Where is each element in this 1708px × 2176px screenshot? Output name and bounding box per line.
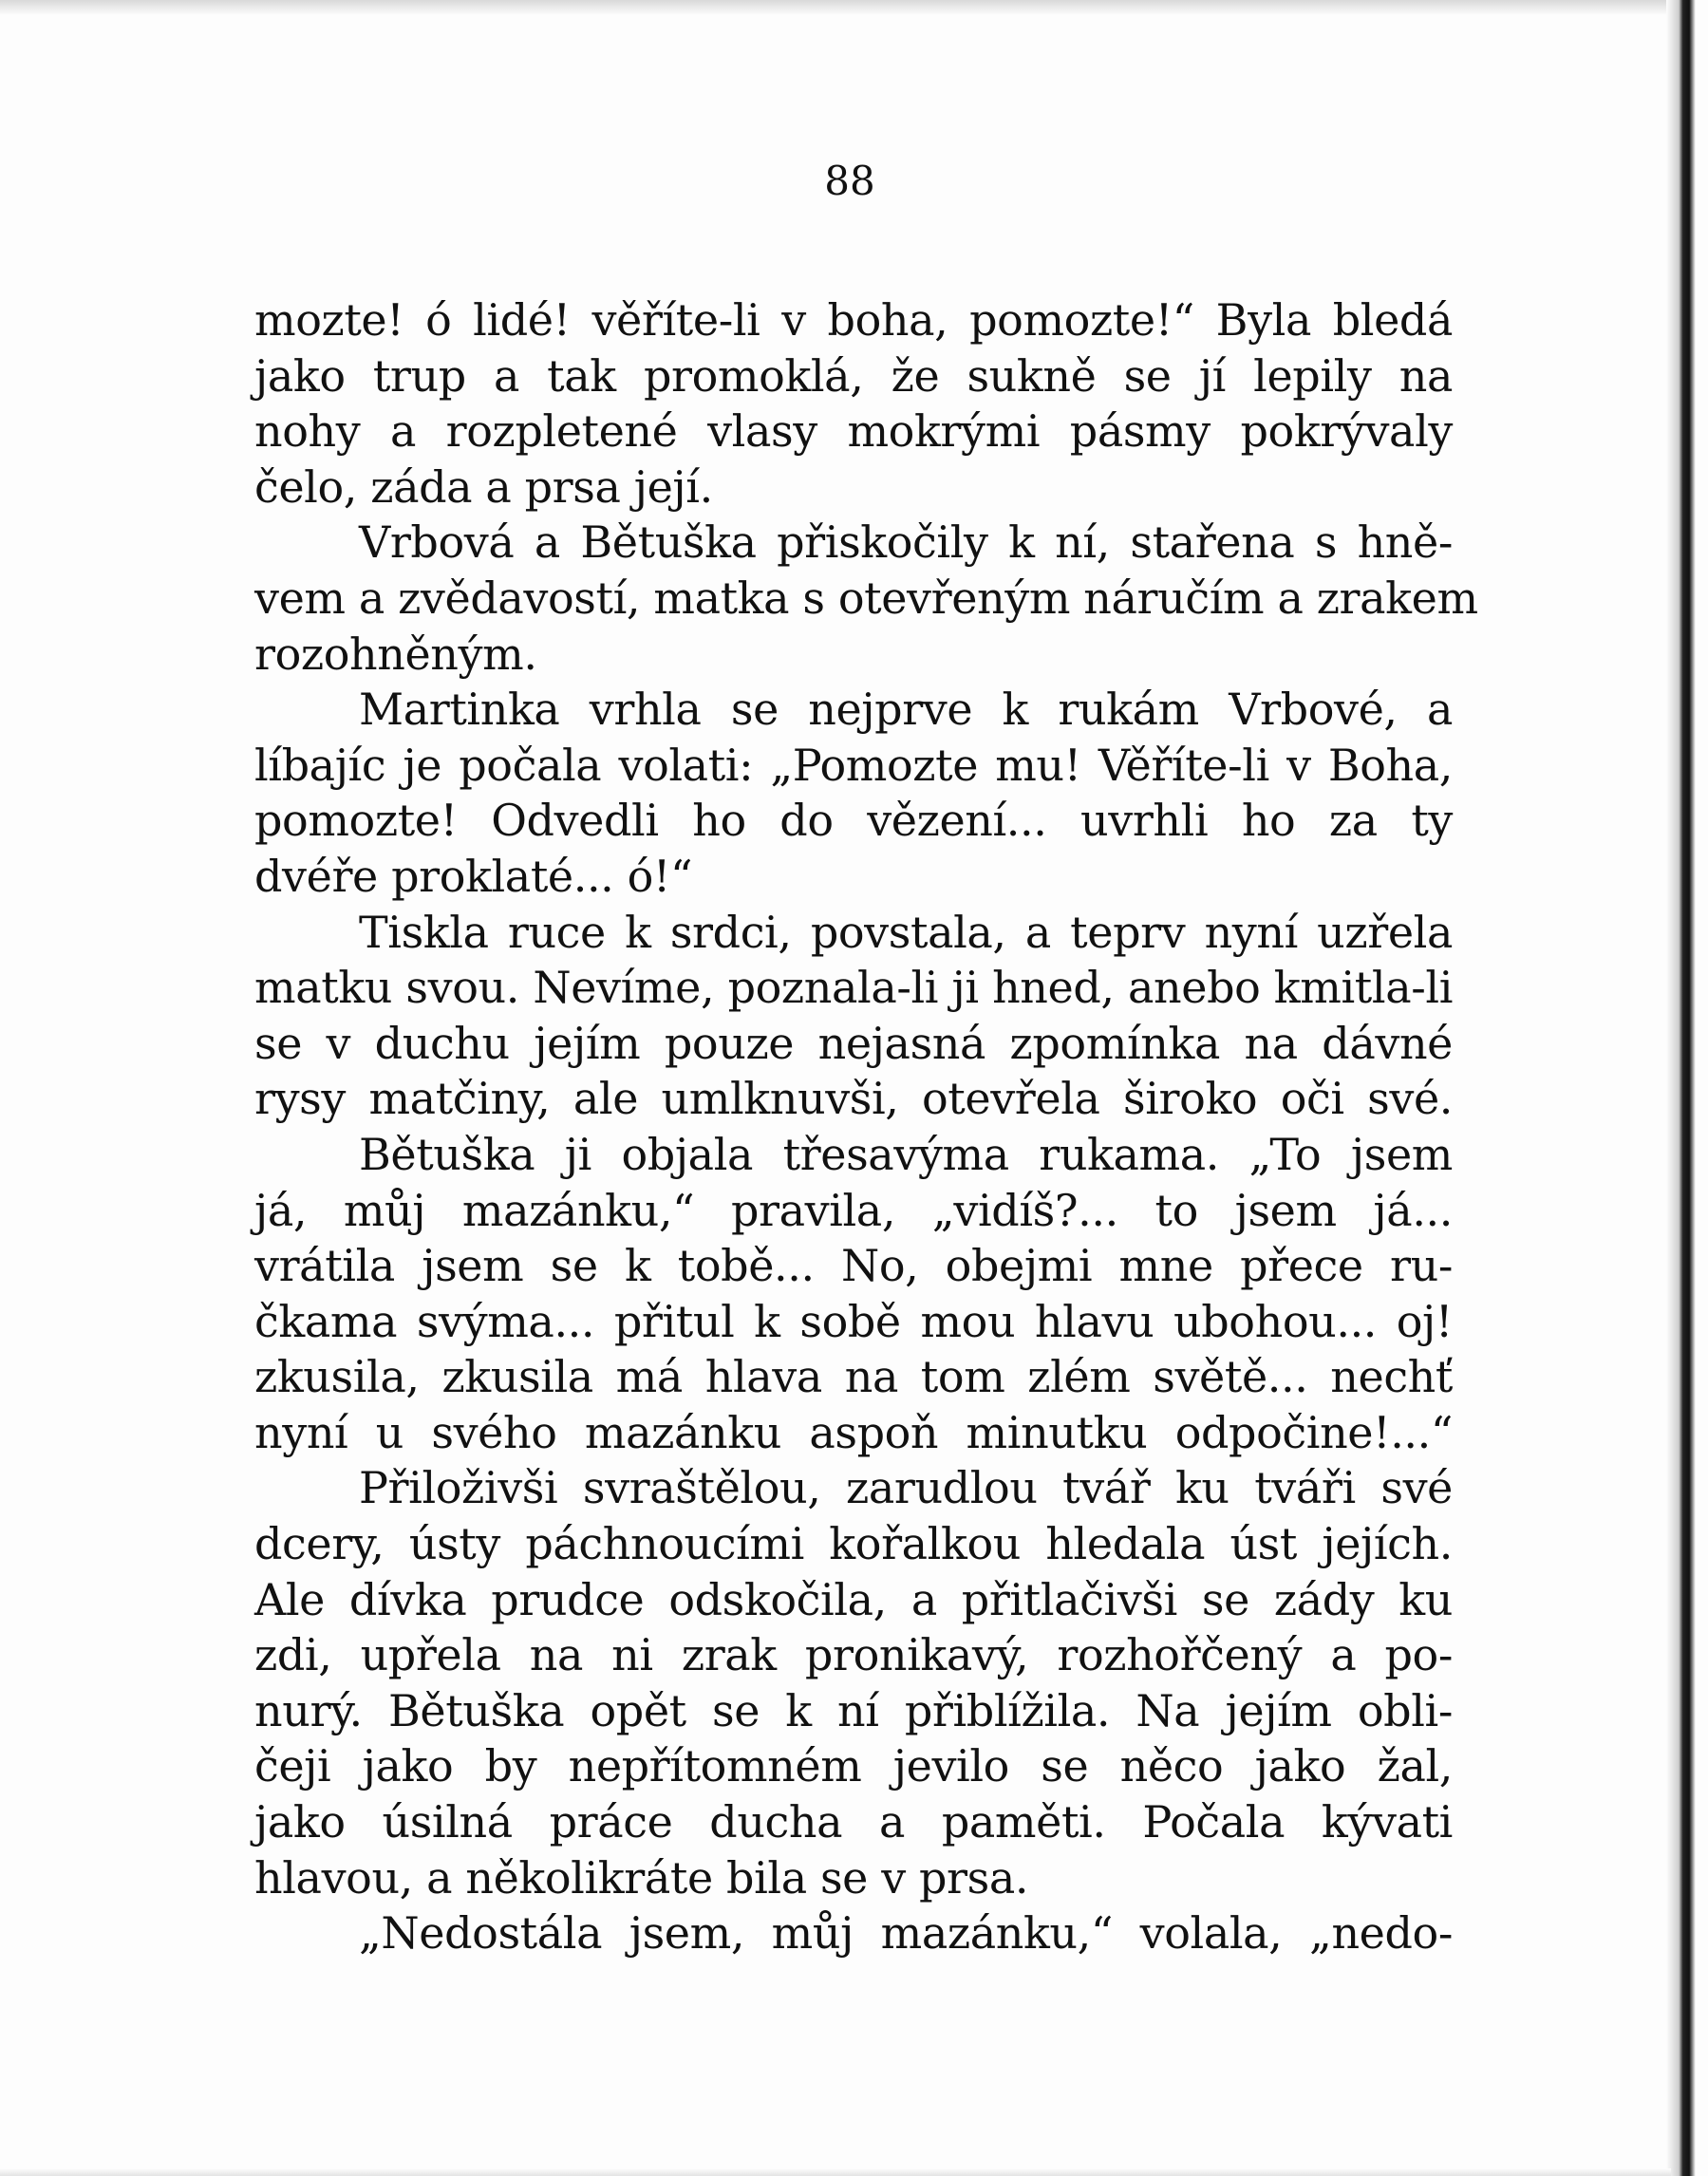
text-line: jako úsilná práce ducha a paměti. Počala kývati: [254, 1796, 1453, 1848]
text-line: Vrbová a Bětuška přiskočily k ní, stařena s hně-: [359, 516, 1453, 569]
text-line: já, můj mazánku,“ pravila, „vidíš?... to jsem já...: [254, 1184, 1453, 1236]
text-line: Přiloživši svraštělou, zarudlou tvář ku tváři své: [359, 1462, 1453, 1514]
text-line: Tiskla ruce k srdci, povstala, a teprv nyní uzřela: [359, 906, 1453, 958]
text-line: líbajíc je počala volati: „Pomozte mu! Věříte-li v Boha,: [254, 739, 1453, 791]
text-line: nurý. Bětuška opět se k ní přiblížila. Na jejím obli-: [254, 1684, 1453, 1736]
text-line: pomozte! Odvedli ho do vězení... uvrhli ho za ty: [254, 795, 1453, 847]
text-line: čkama svýma... přitul k sobě mou hlavu ubohou... oj!: [254, 1295, 1453, 1347]
book-binding-edge: [1666, 0, 1708, 2176]
text-line: nyní u svého mazánku aspoň minutku odpočine!...“: [254, 1406, 1453, 1458]
text-line: vrátila jsem se k tobě... No, obejmi mne přece ru-: [254, 1240, 1453, 1292]
text-line: Bětuška ji objala třesavýma rukama. „To jsem: [359, 1128, 1453, 1180]
text-line: Martinka vrhla se nejprve k rukám Vrbové, a: [359, 684, 1453, 736]
text-line: dcery, ústy páchnoucími kořalkou hledala úst jejích.: [254, 1518, 1453, 1570]
top-page-edge: [0, 0, 1671, 15]
text-line: zdi, upřela na ni zrak pronikavý, rozhořčený a po-: [254, 1629, 1453, 1681]
text-line: nohy a rozpletené vlasy mokrými pásmy pokrývaly: [254, 405, 1453, 458]
text-line: mozte! ó lidé! věříte-li v boha, pomozte!“ Byla bledá: [254, 294, 1453, 346]
bottom-page-edge: [0, 2168, 1671, 2176]
text-line: dvéře proklaté... ó!“: [254, 850, 693, 902]
page-number: 88: [824, 158, 875, 204]
body-text: [254, 292, 1478, 1961]
text-line: Ale dívka prudce odskočila, a přitlačivši se zády ku: [254, 1573, 1453, 1625]
text-line: vem a zvědavostí, matka s otevřeným náručím a zrakem: [254, 572, 1478, 624]
text-line: hlavou, a několikráte bila se v prsa.: [254, 1851, 1029, 1904]
text-line: jako trup a tak promoklá, že sukně se jí lepily na: [254, 349, 1453, 402]
text-line: zkusila, zkusila má hlava na tom zlém světě... nechť: [254, 1351, 1453, 1403]
text-line: rozohněným.: [254, 628, 537, 680]
text-line: se v duchu jejím pouze nejasná zpomínka na dávné: [254, 1017, 1453, 1069]
text-line: „Nedostála jsem, můj mazánku,“ volala, „nedo-: [359, 1907, 1453, 1960]
text-line: rysy matčiny, ale umlknuvši, otevřela široko oči své.: [254, 1073, 1453, 1125]
text-line: matku svou. Nevíme, poznala-li ji hned, anebo kmitla-li: [254, 962, 1453, 1014]
text-line: čeji jako by nepřítomném jevilo se něco jako žal,: [254, 1740, 1453, 1792]
text-line: čelo, záda a prsa její.: [254, 460, 713, 513]
